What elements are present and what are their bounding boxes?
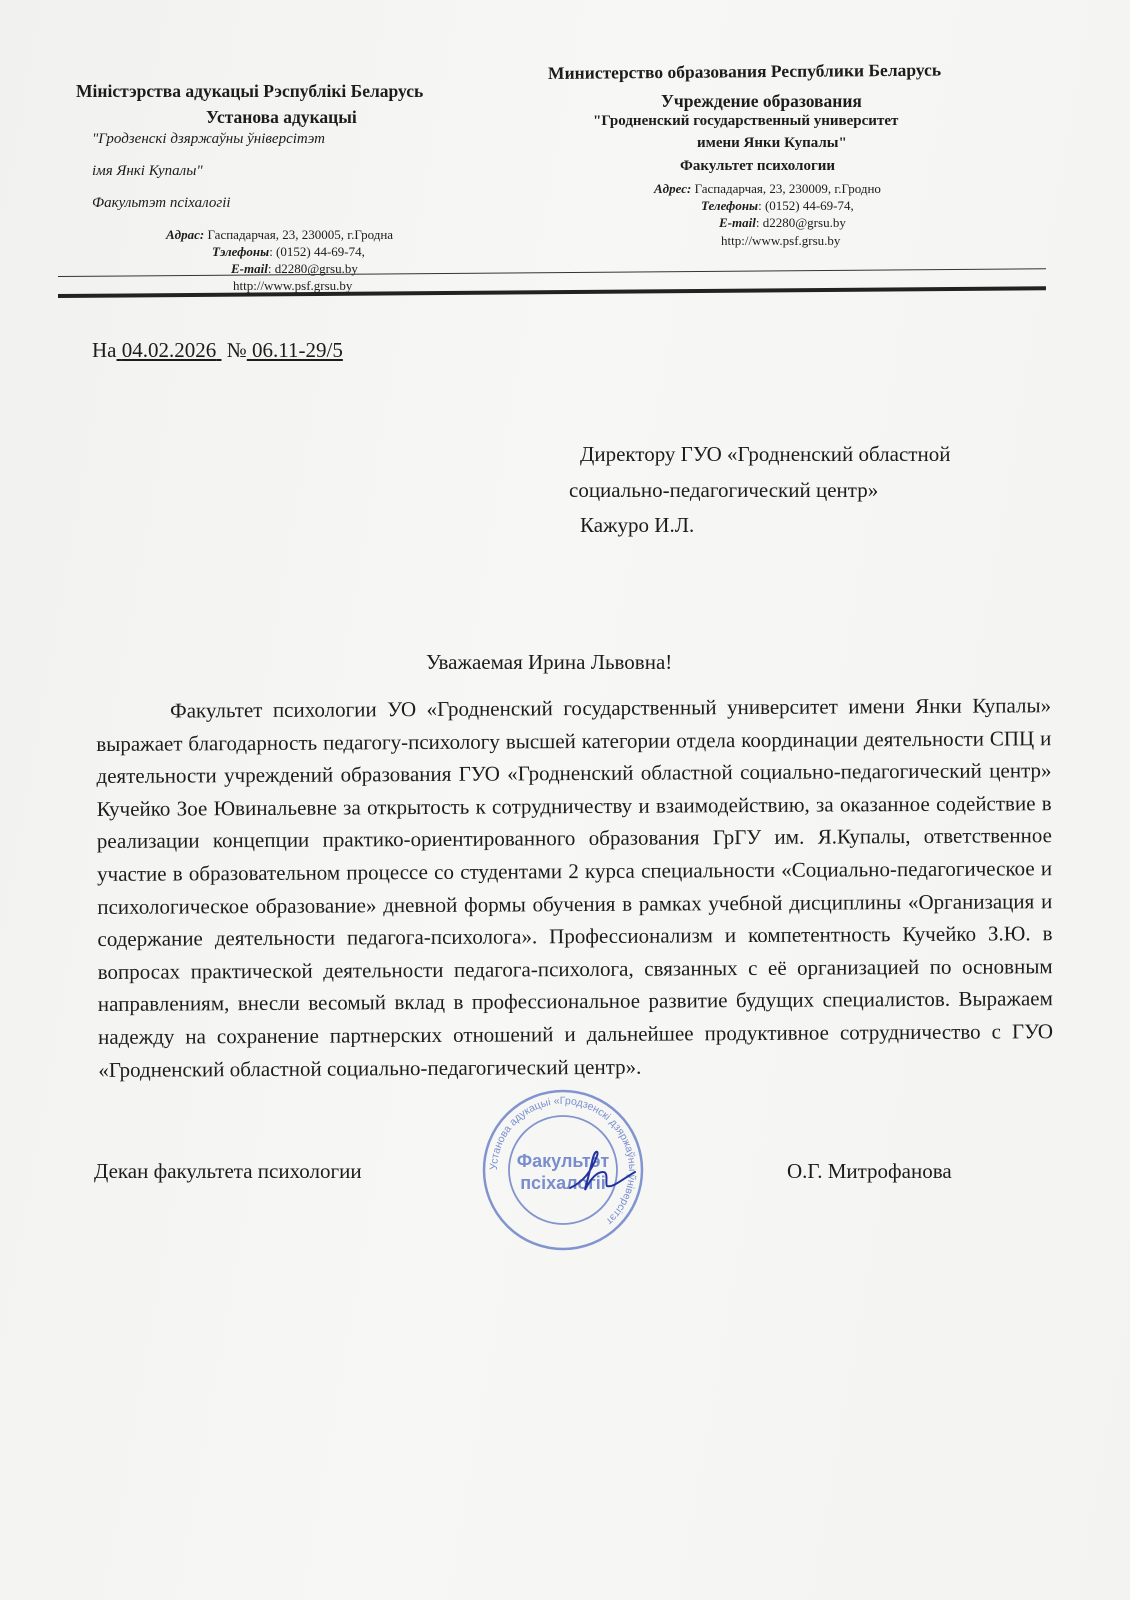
greeting: Уважаемая Ирина Львовна! — [426, 650, 673, 674]
header-divider-thick — [58, 286, 1046, 298]
header-left-phone: Тэлефоны: (0152) 44-69-74, — [212, 244, 365, 259]
signature-title: Декан факультета психологии — [94, 1159, 362, 1183]
handwritten-signature-icon — [565, 1142, 640, 1197]
header-right-url: http://www.psf.grsu.by — [721, 233, 841, 248]
signature-name: О.Г. Митрофанова — [787, 1159, 952, 1183]
addressee-line-1: Директору ГУО «Гродненский областной — [580, 442, 951, 466]
header-left-university-name: імя Янкі Купалы" — [92, 163, 203, 179]
header-right-institution: Учреждение образования — [661, 91, 862, 111]
header-right-email: E-mail: d2280@grsu.by — [719, 215, 846, 230]
header-right-faculty: Факультет психологии — [680, 158, 836, 174]
letter-body — [96, 689, 1053, 1086]
header-left-university: "Гродзенскі дзяржаўны ўніверсітэт — [92, 131, 325, 147]
header-divider-thin — [58, 268, 1046, 277]
header-left-faculty: Факультэт псіхалогіі — [92, 195, 231, 211]
reference-number: 06.11-29/5 — [252, 338, 343, 362]
header-left-address: Адрас: Гаспадарчая, 23, 230005, г.Гродна — [166, 227, 394, 242]
header-left-institution: Установа адукацыі — [206, 107, 357, 127]
header-right-ministry: Министерство образования Республики Беларусь — [547, 59, 942, 83]
reference-date: 04.02.2026 — [121, 338, 217, 362]
stamp-center-line-2: псіхалогіі — [520, 1173, 606, 1193]
header-right-university: "Гродненский государственный университет — [593, 113, 899, 129]
stamp-center-line-1: Факультэт — [516, 1151, 610, 1171]
header-left-url: http://www.psf.grsu.by — [233, 278, 353, 293]
addressee-line-2: социально-педагогический центр» — [569, 478, 879, 502]
reference-line: На 04.02.2026 № 06.11-29/5 — [92, 338, 343, 362]
header-left-email: E-mail: d2280@grsu.by — [231, 261, 358, 276]
header-right-address: Адрес: Гаспадарчая, 23, 230009, г.Гродно — [654, 181, 881, 196]
header-left-ministry: Міністэрства адукацыі Рэспублікі Беларусь — [76, 81, 424, 101]
stamp-ring-text: Установа адукацыі «Гродзенскі дзяржаўны ўніверсітэт — [487, 1094, 639, 1228]
addressee-line-3: Кажуро И.Л. — [580, 513, 695, 537]
header-right-phone: Телефоны: (0152) 44-69-74, — [701, 198, 854, 213]
body-paragraph: Факультет психологии УО «Гродненский государственный университет имени Янки Купалы» выражает благодарность педагогу-психологу высшей категории отдела координации деятельности СПЦ и деятельности учреждений образования ГУО «Гродненский областной социально-педагогический центр» Кучейко Зое Ювинальевне за открытость к сотрудничеству и взаимодействию, за оказанное содействие в реализации концепции практико-ориентированного образования ГрГУ им. Я.Купалы, ответственное участие в образовательном процессе со студентами 2 курса специальности «Социально-педагогическое и психологическое образование» дневной формы обучения в рамках учебной дисциплины «Организация и содержание деятельности педагога-психолога». Профессионализм и компетентность Кучейко З.Ю. в вопросах практической деятельности педагога-психолога, связанных с её организацией по основным направлениям, внесли весомый вклад в профессиональное развитие будущих специалистов. Выражаем надежду на сохранение партнерских отношений и дальнейшее продуктивное сотрудничество с ГУО «Гродненский областной социально-педагогический центр». — [96, 693, 1054, 1082]
header-right-university-name: имени Янки Купалы" — [697, 135, 847, 151]
